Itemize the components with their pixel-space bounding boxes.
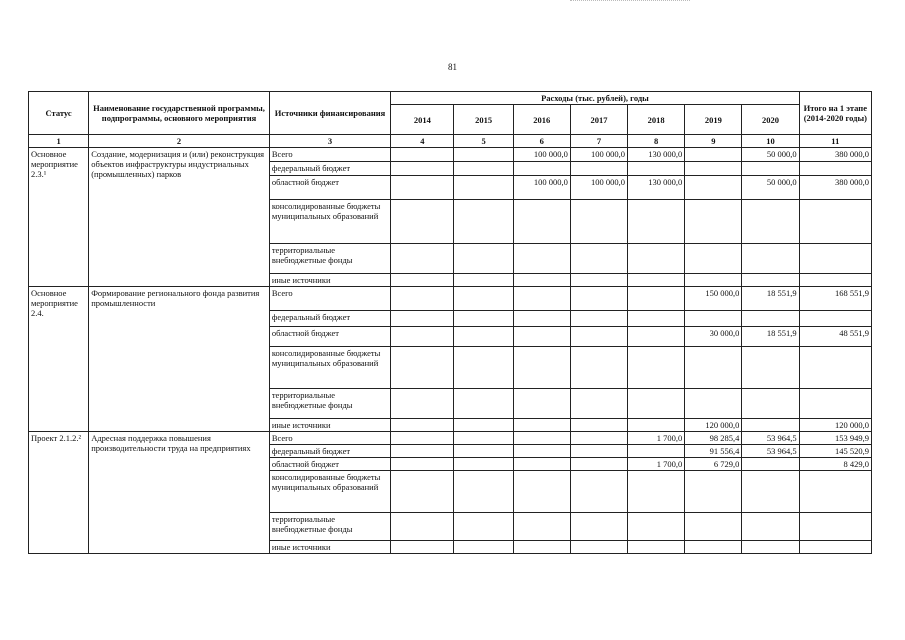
source-cell: федеральный бюджет <box>269 311 390 327</box>
value-cell <box>391 200 454 244</box>
value-cell <box>513 471 570 513</box>
value-cell <box>454 513 513 541</box>
header-status: Статус <box>29 92 89 135</box>
source-cell: консолидированные бюджеты муниципальных образований <box>269 347 390 389</box>
column-number: 1 <box>29 135 89 148</box>
total-cell <box>799 274 871 287</box>
value-cell <box>570 513 627 541</box>
value-cell <box>628 287 685 311</box>
value-cell: 100 000,0 <box>513 176 570 200</box>
value-cell: 50 000,0 <box>742 148 799 162</box>
source-cell: иные источники <box>269 419 390 432</box>
value-cell <box>513 419 570 432</box>
value-cell <box>454 432 513 445</box>
status-cell: Основное мероприятие 2.4. <box>29 287 89 432</box>
total-cell <box>799 513 871 541</box>
activity-name-cell: Адресная поддержка повышения производительности труда на предприятиях <box>89 432 270 554</box>
value-cell <box>391 311 454 327</box>
value-cell <box>454 347 513 389</box>
value-cell <box>570 162 627 176</box>
value-cell <box>454 327 513 347</box>
header-year: 2020 <box>742 105 799 135</box>
value-cell <box>391 432 454 445</box>
total-cell: 48 551,9 <box>799 327 871 347</box>
value-cell <box>391 513 454 541</box>
value-cell <box>513 347 570 389</box>
value-cell <box>685 148 742 162</box>
value-cell: 98 285,4 <box>685 432 742 445</box>
source-cell: территориальные внебюджетные фонды <box>269 244 390 274</box>
value-cell <box>391 471 454 513</box>
value-cell <box>513 311 570 327</box>
value-cell: 1 700,0 <box>628 432 685 445</box>
value-cell <box>742 311 799 327</box>
value-cell <box>570 287 627 311</box>
value-cell <box>513 327 570 347</box>
header-year: 2018 <box>628 105 685 135</box>
value-cell: 130 000,0 <box>628 176 685 200</box>
value-cell <box>391 244 454 274</box>
value-cell <box>742 244 799 274</box>
value-cell <box>628 274 685 287</box>
total-cell: 380 000,0 <box>799 148 871 162</box>
value-cell <box>570 274 627 287</box>
total-cell <box>799 162 871 176</box>
value-cell <box>685 541 742 554</box>
value-cell <box>685 347 742 389</box>
value-cell <box>628 244 685 274</box>
total-cell: 153 949,9 <box>799 432 871 445</box>
header-name: Наименование государственной программы, подпрограммы, основного мероприятия <box>89 92 270 135</box>
value-cell <box>513 445 570 458</box>
value-cell <box>628 419 685 432</box>
value-cell <box>685 162 742 176</box>
total-cell: 145 520,9 <box>799 445 871 458</box>
value-cell <box>454 471 513 513</box>
value-cell <box>513 244 570 274</box>
value-cell <box>742 162 799 176</box>
value-cell: 50 000,0 <box>742 176 799 200</box>
value-cell: 53 964,5 <box>742 445 799 458</box>
value-cell <box>628 445 685 458</box>
scan-artifact <box>570 0 690 4</box>
source-cell: иные источники <box>269 274 390 287</box>
value-cell: 30 000,0 <box>685 327 742 347</box>
total-cell: 8 429,0 <box>799 458 871 471</box>
value-cell: 18 551,9 <box>742 327 799 347</box>
value-cell <box>513 274 570 287</box>
activity-name-cell: Формирование регионального фонда развития промышленности <box>89 287 270 432</box>
value-cell <box>628 389 685 419</box>
value-cell <box>685 274 742 287</box>
value-cell <box>742 200 799 244</box>
value-cell <box>454 445 513 458</box>
value-cell <box>570 389 627 419</box>
value-cell: 120 000,0 <box>685 419 742 432</box>
value-cell <box>628 311 685 327</box>
value-cell <box>513 200 570 244</box>
source-cell: консолидированные бюджеты муниципальных образований <box>269 471 390 513</box>
header-year: 2016 <box>513 105 570 135</box>
value-cell <box>454 244 513 274</box>
status-cell: Проект 2.1.2.² <box>29 432 89 554</box>
value-cell: 91 556,4 <box>685 445 742 458</box>
table-row <box>29 287 872 311</box>
value-cell: 18 551,9 <box>742 287 799 311</box>
source-cell: федеральный бюджет <box>269 445 390 458</box>
total-cell: 120 000,0 <box>799 419 871 432</box>
value-cell <box>628 347 685 389</box>
column-number: 11 <box>799 135 871 148</box>
total-cell <box>799 541 871 554</box>
value-cell <box>570 311 627 327</box>
value-cell <box>570 445 627 458</box>
value-cell <box>391 176 454 200</box>
value-cell <box>391 445 454 458</box>
value-cell <box>391 347 454 389</box>
value-cell: 150 000,0 <box>685 287 742 311</box>
header-expenses: Расходы (тыс. рублей), годы <box>391 92 799 105</box>
table-row <box>29 148 872 162</box>
value-cell <box>513 432 570 445</box>
value-cell <box>628 513 685 541</box>
value-cell <box>391 541 454 554</box>
total-cell <box>799 200 871 244</box>
value-cell: 100 000,0 <box>513 148 570 162</box>
column-number: 3 <box>269 135 390 148</box>
value-cell <box>391 148 454 162</box>
value-cell <box>685 176 742 200</box>
value-cell <box>685 471 742 513</box>
source-cell: территориальные внебюджетные фонды <box>269 389 390 419</box>
value-cell <box>391 458 454 471</box>
source-cell: Всего <box>269 287 390 311</box>
value-cell <box>742 458 799 471</box>
total-cell <box>799 311 871 327</box>
header-year: 2015 <box>454 105 513 135</box>
value-cell <box>391 419 454 432</box>
source-cell: иные источники <box>269 541 390 554</box>
header-year: 2014 <box>391 105 454 135</box>
value-cell <box>570 347 627 389</box>
value-cell: 1 700,0 <box>628 458 685 471</box>
value-cell <box>742 419 799 432</box>
value-cell: 53 964,5 <box>742 432 799 445</box>
budget-table <box>28 91 872 554</box>
value-cell <box>570 327 627 347</box>
value-cell <box>513 389 570 419</box>
value-cell <box>570 200 627 244</box>
value-cell <box>685 200 742 244</box>
value-cell <box>391 162 454 176</box>
value-cell <box>513 513 570 541</box>
value-cell: 100 000,0 <box>570 148 627 162</box>
value-cell <box>742 347 799 389</box>
value-cell: 100 000,0 <box>570 176 627 200</box>
source-cell: консолидированные бюджеты муниципальных образований <box>269 200 390 244</box>
column-number: 6 <box>513 135 570 148</box>
column-number: 5 <box>454 135 513 148</box>
value-cell <box>454 176 513 200</box>
page-number: 81 <box>448 62 457 72</box>
value-cell <box>570 432 627 445</box>
value-cell <box>454 311 513 327</box>
value-cell <box>513 541 570 554</box>
total-cell: 168 551,9 <box>799 287 871 311</box>
value-cell <box>742 513 799 541</box>
source-cell: территориальные внебюджетные фонды <box>269 513 390 541</box>
source-cell: областной бюджет <box>269 458 390 471</box>
value-cell <box>513 162 570 176</box>
value-cell <box>570 541 627 554</box>
header-year: 2019 <box>685 105 742 135</box>
total-cell <box>799 244 871 274</box>
total-cell <box>799 471 871 513</box>
column-number: 7 <box>570 135 627 148</box>
value-cell <box>628 200 685 244</box>
value-cell <box>742 274 799 287</box>
value-cell <box>742 541 799 554</box>
total-cell: 380 000,0 <box>799 176 871 200</box>
value-cell <box>685 311 742 327</box>
value-cell <box>570 458 627 471</box>
header-total: Итого на 1 этапе (2014-2020 годы) <box>799 92 871 135</box>
total-cell <box>799 389 871 419</box>
column-number: 8 <box>628 135 685 148</box>
value-cell <box>454 389 513 419</box>
source-cell: Всего <box>269 432 390 445</box>
value-cell <box>513 287 570 311</box>
value-cell <box>685 389 742 419</box>
value-cell <box>628 162 685 176</box>
value-cell <box>454 162 513 176</box>
value-cell: 6 729,0 <box>685 458 742 471</box>
value-cell <box>628 471 685 513</box>
value-cell <box>513 458 570 471</box>
column-number: 4 <box>391 135 454 148</box>
value-cell <box>570 244 627 274</box>
value-cell <box>454 287 513 311</box>
value-cell <box>454 419 513 432</box>
source-cell: Всего <box>269 148 390 162</box>
header-sources: Источники финансирования <box>269 92 390 135</box>
source-cell: областной бюджет <box>269 327 390 347</box>
column-number: 9 <box>685 135 742 148</box>
value-cell <box>570 419 627 432</box>
value-cell <box>454 458 513 471</box>
value-cell <box>391 327 454 347</box>
value-cell <box>391 274 454 287</box>
header-year: 2017 <box>570 105 627 135</box>
value-cell <box>454 541 513 554</box>
column-number: 2 <box>89 135 270 148</box>
value-cell <box>454 274 513 287</box>
value-cell <box>391 389 454 419</box>
activity-name-cell: Создание, модернизация и (или) реконструкция объектов инфраструктуры индустриальных (промышленных) парков <box>89 148 270 287</box>
value-cell <box>454 200 513 244</box>
value-cell <box>685 513 742 541</box>
value-cell <box>570 471 627 513</box>
value-cell <box>454 148 513 162</box>
value-cell <box>742 471 799 513</box>
value-cell: 130 000,0 <box>628 148 685 162</box>
value-cell <box>628 327 685 347</box>
value-cell <box>685 244 742 274</box>
value-cell <box>742 389 799 419</box>
total-cell <box>799 347 871 389</box>
source-cell: областной бюджет <box>269 176 390 200</box>
table-row <box>29 432 872 445</box>
source-cell: федеральный бюджет <box>269 162 390 176</box>
column-number: 10 <box>742 135 799 148</box>
value-cell <box>628 541 685 554</box>
value-cell <box>391 287 454 311</box>
status-cell: Основное мероприятие 2.3.¹ <box>29 148 89 287</box>
